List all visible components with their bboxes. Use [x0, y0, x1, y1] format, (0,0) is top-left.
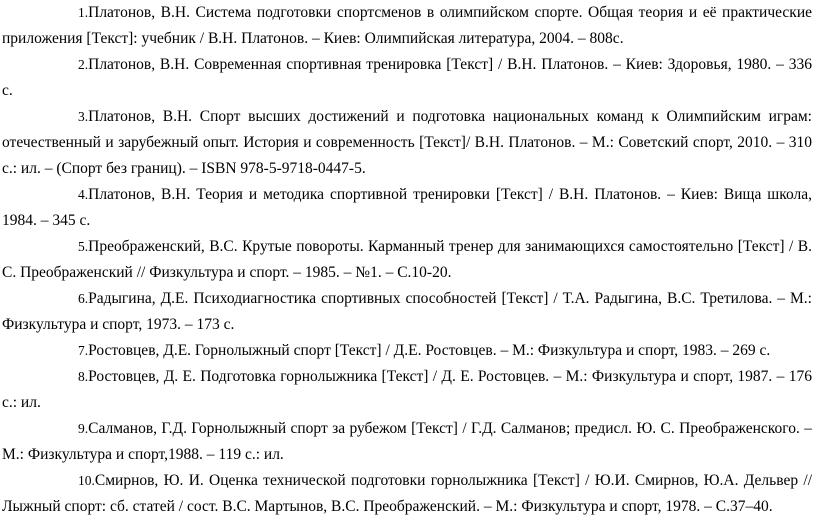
reference-text: Платонов, В.Н. Теория и методика спортивной тренировки [Текст] / В.Н. Платонов. – Киев: Вища школа, 1984. – 345 с. [2, 186, 812, 229]
reference-number: 5. [78, 239, 89, 254]
reference-list [2, 0, 812, 520]
reference-text: Салманов, Г.Д. Горнолыжный спорт за рубежом [Текст] / Г.Д. Салманов; предисл. Ю. С. Преображенского. – М.: Физкультура и спорт,1988. – 119 с.: ил. [2, 420, 812, 463]
reference-number: 9. [78, 421, 89, 436]
reference-item [2, 364, 812, 416]
reference-item [2, 338, 812, 364]
reference-text: Ростовцев, Д.Е. Горнолыжный спорт [Текст] / Д.Е. Ростовцев. – М.: Физкультура и спорт, 1983. – 269 с. [88, 342, 771, 359]
reference-item [2, 416, 812, 468]
reference-item [2, 286, 812, 338]
reference-number: 4. [78, 187, 89, 202]
reference-item [2, 52, 812, 104]
reference-number: 3. [78, 109, 89, 124]
reference-text: Платонов, В.Н. Спорт высших достижений и подготовка национальных команд к Олимпийским играм: отечественный и зарубежный опыт. История и современность [Текст]/ В.Н. Платонов. – М.: Советский спорт, 2010. – 310 с.: ил. – (Спорт без границ). – ISBN 978-5-9718-0447-5. [2, 108, 812, 177]
reference-number: 7. [78, 343, 89, 358]
reference-item [2, 468, 812, 520]
reference-number: 6. [78, 291, 89, 306]
reference-number: 2. [78, 57, 89, 72]
reference-item [2, 182, 812, 234]
reference-text: Платонов, В.Н. Современная спортивная тренировка [Текст] / В.Н. Платонов. – Киев: Здоровья, 1980. – 336 с. [2, 56, 812, 99]
reference-text: Радыгина, Д.Е. Психодиагностика спортивных способностей [Текст] / Т.А. Радыгина, В.С. Третилова. – М.: Физкультура и спорт, 1973. – 173 с. [2, 290, 812, 333]
reference-item [2, 0, 812, 52]
reference-item [2, 104, 812, 182]
reference-number: 8. [78, 369, 89, 384]
reference-text: Преображенский, В.С. Крутые повороты. Карманный тренер для занимающихся самостоятельно [Текст] / В. С. Преображенский // Физкультура и спорт. – 1985. – №1. – С.10-20. [2, 238, 812, 281]
reference-number: 10. [78, 473, 95, 488]
reference-text: Ростовцев, Д. Е. Подготовка горнолыжника [Текст] / Д. Е. Ростовцев. – М.: Физкультура и спорт, 1987. – 176 с.: ил. [2, 368, 812, 411]
reference-number: 1. [78, 5, 89, 20]
reference-text: Платонов, В.Н. Система подготовки спортсменов в олимпийском спорте. Общая теория и её практические приложения [Текст]: учебник / В.Н. Платонов. – Киев: Олимпийская литература, 2004. – 808с. [2, 4, 812, 47]
reference-text: Смирнов, Ю. И. Оценка технической подготовки горнолыжника [Текст] / Ю.И. Смирнов, Ю.А. Дельвер // Лыжный спорт: сб. статей / сост. В.С. Мартынов, В.С. Преображенский. – М.: Физкультура и спорт, 1978. – С.37–40. [2, 472, 812, 515]
reference-item [2, 234, 812, 286]
